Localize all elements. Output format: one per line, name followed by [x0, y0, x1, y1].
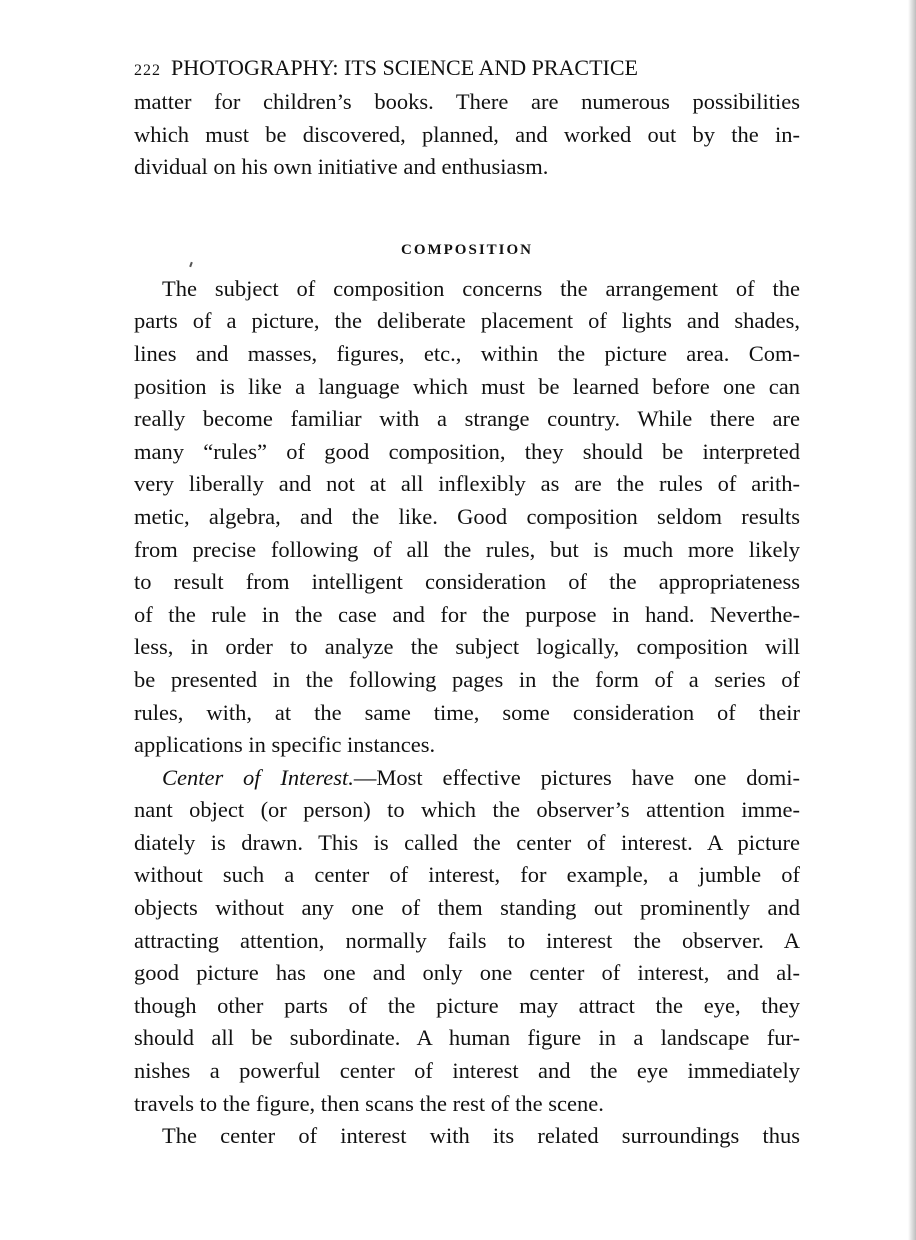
text-line: dividual on his own initiative and enthusiasm. [134, 154, 549, 180]
page-edge-shadow [908, 0, 916, 1240]
page-number: 222 [134, 62, 161, 79]
text-line: matter for children’s books. There are numerous possibilities [134, 89, 800, 114]
run-in-heading: Center of Interest. [162, 764, 354, 790]
text-line: metic, algebra, and the like. Good composition seldom results [134, 503, 800, 529]
paragraph-composition [134, 273, 800, 762]
text-line: rules, with, at the same time, some consideration of their [134, 699, 800, 725]
text-line: nant object (or person) to which the observer’s attention imme- [134, 797, 800, 823]
text-line: very liberally and not at all inflexibly as are the rules of arith- [134, 471, 800, 497]
text-line: The subject of composition concerns the arrangement of the [162, 275, 800, 301]
running-head [134, 52, 800, 86]
text-line: travels to the figure, then scans the rest of the scene. [134, 1090, 604, 1116]
text-line: many “rules” of good composition, they should be interpreted [134, 438, 800, 464]
text-line: The center of interest with its related surroundings thus [162, 1123, 800, 1149]
text-line: really become familiar with a strange country. While there are [134, 406, 800, 432]
intro-paragraph [134, 86, 800, 184]
text-line: applications in specific instances. [134, 732, 436, 758]
text-line: should all be subordinate. A human figure in a landscape fur- [134, 1025, 800, 1051]
text-line: position is like a language which must be learned before one can [134, 373, 800, 399]
text-line: good picture has one and only one center of interest, and al- [134, 960, 800, 986]
book-title: PHOTOGRAPHY: ITS SCIENCE AND PRACTICE [171, 55, 638, 80]
text-line: diately is drawn. This is called the center of interest. A picture [134, 829, 800, 855]
book-page [134, 52, 800, 1153]
text-line: to result from intelligent consideration of the appropriateness [134, 569, 800, 595]
text-line: less, in order to analyze the subject logically, composition will [134, 634, 800, 660]
text-line: attracting attention, normally fails to interest the observer. A [134, 927, 800, 953]
text-line: without such a center of interest, for example, a jumble of [134, 862, 800, 888]
paragraph-continuation [134, 1120, 800, 1153]
text-line: from precise following of all the rules, but is much more likely [134, 536, 800, 562]
text-line: be presented in the following pages in the form of a series of [134, 666, 800, 692]
text-line-run-in [134, 762, 800, 795]
paragraph-center-of-interest [134, 762, 800, 1121]
text-line: nishes a powerful center of interest and the eye immediately [134, 1058, 800, 1084]
text-line: parts of a picture, the deliberate placement of lights and shades, [134, 308, 800, 334]
text-line: though other parts of the picture may attract the eye, they [134, 992, 800, 1018]
text-line: which must be discovered, planned, and worked out by the in- [134, 121, 800, 147]
text-line: of the rule in the case and for the purpose in hand. Neverthe- [134, 601, 800, 627]
section-heading: COMPOSITION [400, 241, 533, 258]
text-line: lines and masses, figures, etc., within the picture area. Com- [134, 340, 800, 366]
text-line: objects without any one of them standing out prominently and [134, 895, 800, 921]
run-in-text: —Most effective pictures have one domi- [353, 764, 800, 790]
